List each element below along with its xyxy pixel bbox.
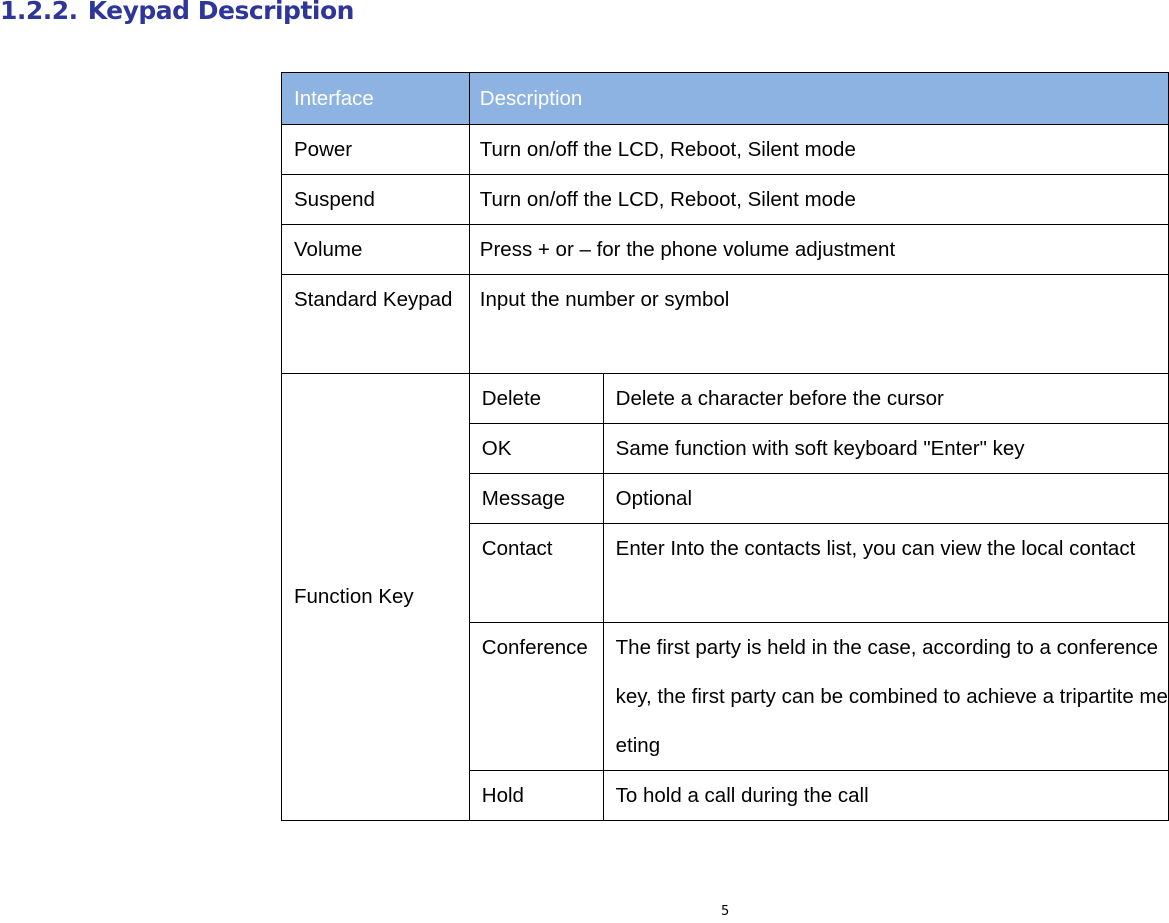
table-row [282,125,1169,175]
key-cell: Delete [469,374,603,424]
interface-cell: Suspend [282,175,470,225]
keypad-table [281,72,1169,821]
description-cell: Turn on/off the LCD, Reboot, Silent mode [469,125,1168,175]
key-cell: Contact [469,524,603,623]
description-cell: Turn on/off the LCD, Reboot, Silent mode [469,175,1168,225]
section-title: Keypad Description [87,0,354,25]
interface-cell: Standard Keypad [282,275,470,374]
function-key-label: Function Key [282,374,470,821]
function-key-row [282,374,1169,424]
key-description-cell: To hold a call during the call [603,771,1168,821]
key-cell: Hold [469,771,603,821]
header-interface: Interface [282,73,470,125]
table-row [282,175,1169,225]
key-cell: Conference [469,623,603,771]
interface-cell: Volume [282,225,470,275]
table-header-row [282,73,1169,125]
table-row [282,275,1169,374]
header-description: Description [469,73,1168,125]
key-description-cell: Same function with soft keyboard "Enter" key [603,424,1168,474]
table-row [282,225,1169,275]
key-cell: Message [469,474,603,524]
page-number: 5 [721,904,730,919]
key-description-cell: Enter Into the contacts list, you can view the local contact [603,524,1168,623]
interface-cell: Power [282,125,470,175]
description-cell: Press + or – for the phone volume adjustment [469,225,1168,275]
key-description-cell: The first party is held in the case, according to a conference key, the first party can be combined to achieve a tripartite meeting [603,623,1168,771]
key-cell: OK [469,424,603,474]
section-heading [0,0,354,25]
key-description-cell: Delete a character before the cursor [603,374,1168,424]
key-description-cell: Optional [603,474,1168,524]
description-cell: Input the number or symbol [469,275,1168,374]
section-number: 1.2.2. [0,0,78,25]
